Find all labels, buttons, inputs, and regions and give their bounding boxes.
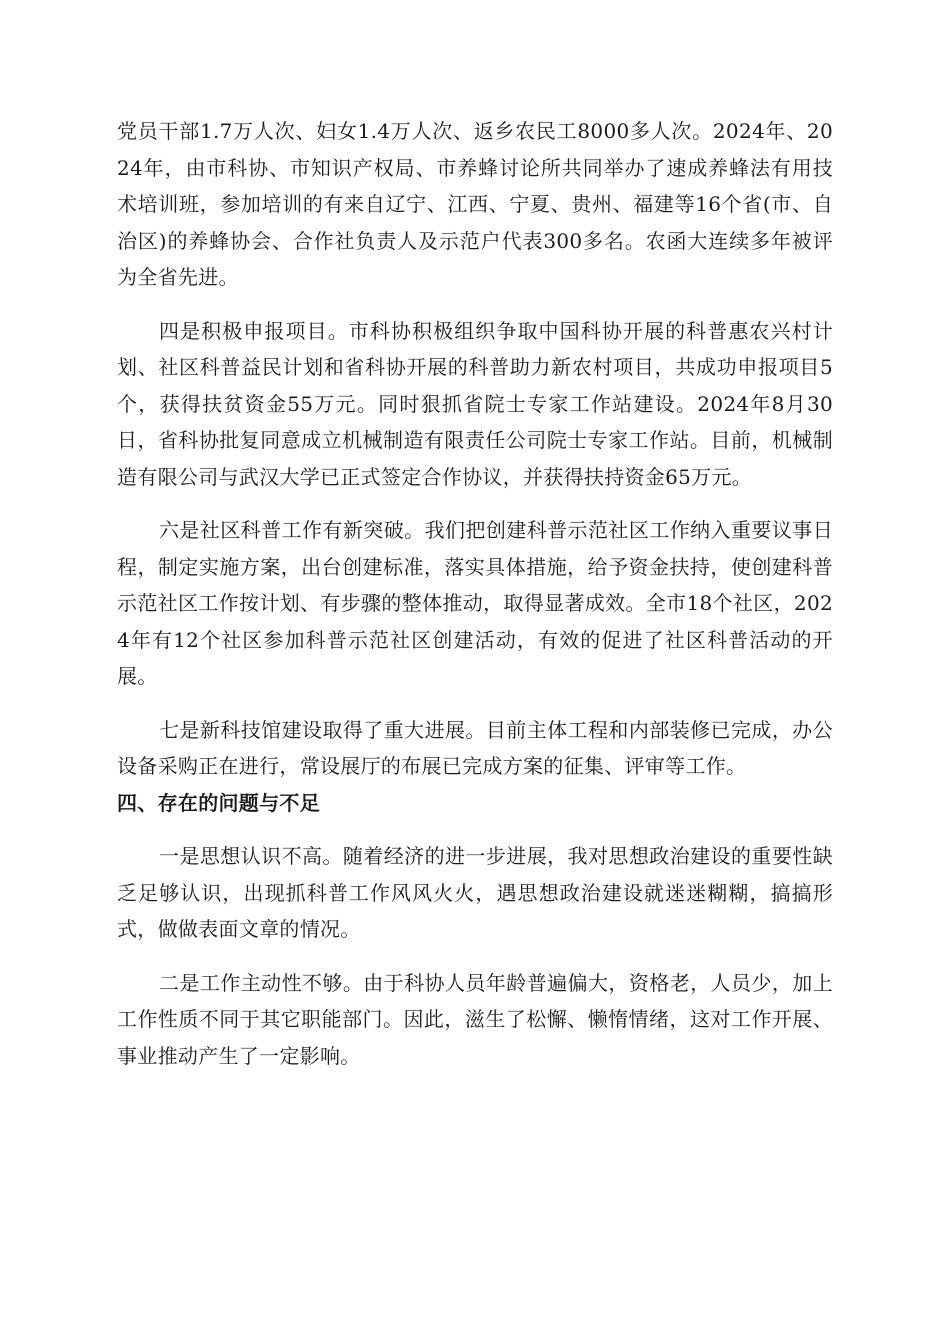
paragraph-science-museum: 七是新科技馆建设取得了重大进展。目前主体工程和内部装修已完成，办公设备采购正在进行，常设展厅的布展已完成方案的征集、评审等工作。: [117, 717, 833, 778]
section-heading-problems: 四、存在的问题与不足: [117, 790, 320, 815]
paragraph-project-application: 四是积极申报项目。市科协积极组织争取中国科协开展的科普惠农兴村计划、社区科普益民计划和省科协开展的科普助力新农村项目，共成功申报项目5个，获得扶贫资金55万元。同时狠抓省院士专家工作站建设。2024年8月30日，省科协批复同意成立机械制造有限责任公司院士专家工作站。目前，机械制造有限公司与武汉大学已正式签定合作协议，并获得扶持资金65万元。: [117, 318, 833, 489]
document-page: [117, 113, 833, 1074]
paragraph-community-science: 六是社区科普工作有新突破。我们把创建科普示范社区工作纳入重要议事日程，制定实施方案，出台创建标准，落实具体措施，给予资金扶持，使创建科普示范社区工作按计划、有步骤的整体推动，取得显著成效。全市18个社区，2024年有12个社区参加科普示范社区创建活动，有效的促进了社区科普活动的开展。: [117, 518, 833, 688]
paragraph-training-continued: 党员干部1.7万人次、妇女1.4万人次、返乡农民工8000多人次。2024年、2024年，由市科协、市知识产权局、市养蜂讨论所共同举办了速成养蜂法有用技术培训班，参加培训的有来自辽宁、江西、宁夏、贵州、福建等16个省(市、自治区)的养蜂协会、合作社负责人及示范户代表300多名。农函大连续多年被评为全省先进。: [117, 119, 833, 289]
paragraph-ideological-awareness: 一是思想认识不高。随着经济的进一步进展，我对思想政治建设的重要性缺乏足够认识，出现抓科普工作风风火火，遇思想政治建设就迷迷糊糊，搞搞形式，做做表面文章的情况。: [117, 844, 833, 941]
paragraph-work-initiative: 二是工作主动性不够。由于科协人员年龄普遍偏大，资格老，人员少，加上工作性质不同于其它职能部门。因此，滋生了松懈、懒惰情绪，这对工作开展、事业推动产生了一定影响。: [117, 970, 833, 1068]
